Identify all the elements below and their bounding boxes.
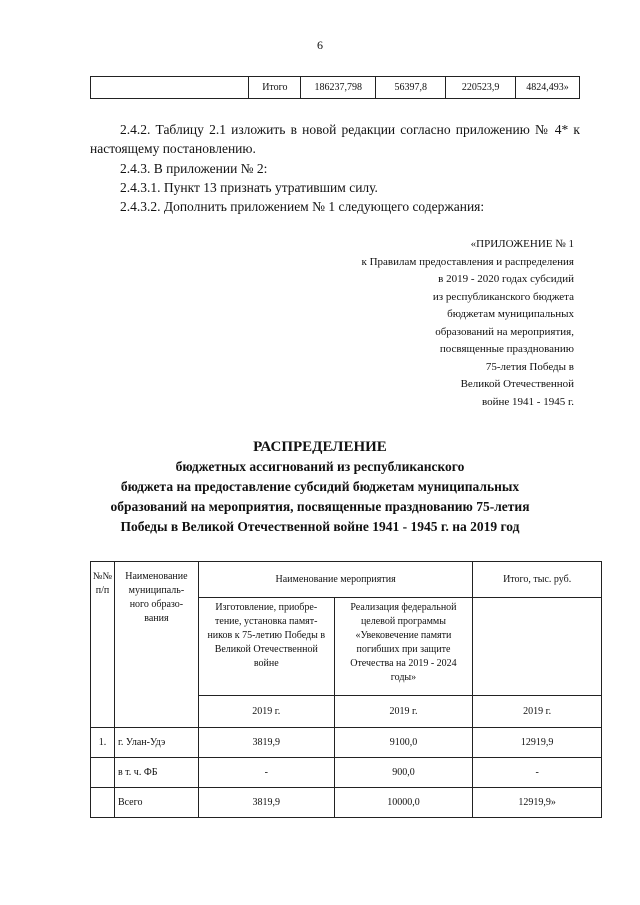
table-cell	[91, 77, 249, 99]
row-value: 900,0	[334, 758, 473, 788]
row-num	[91, 788, 115, 818]
appendix-line: 75-летия Победы в	[485, 360, 574, 373]
row-value: 10000,0	[334, 788, 473, 818]
row-value: -	[198, 758, 334, 788]
header-empty-cell	[473, 598, 602, 696]
appendix-line: к Правилам предоставления и распределения	[361, 255, 574, 268]
row-total: -	[473, 758, 602, 788]
heading-line: Победы в Великой Отечественной войне 1941 - 1945 г. на 2019 год	[120, 519, 520, 534]
page-number: 6	[317, 38, 323, 52]
row-total: 12919,9	[473, 728, 602, 758]
document-heading	[60, 438, 580, 537]
heading-title: РАСПРЕДЕЛЕНИЕ	[253, 439, 387, 455]
appendix-line: из республиканского бюджета	[432, 290, 574, 303]
header-year: 2019 г.	[334, 696, 473, 728]
row-num	[91, 758, 115, 788]
heading-line: бюджета на предоставление субсидий бюджетам муниципальных	[120, 479, 520, 494]
row-value: 9100,0	[334, 728, 473, 758]
header-municipality: Наименование муниципаль- ного образо- вания	[114, 562, 198, 728]
row-num: 1.	[91, 728, 115, 758]
appendix-line: в 2019 - 2020 годах субсидий	[438, 273, 574, 285]
appendix-line: посвященные празднованию	[439, 343, 574, 355]
header-year: 2019 г.	[473, 696, 602, 728]
table-row	[91, 788, 602, 818]
header-federal-program: Реализация федеральной целевой программы «Увековечение памяти погибших при защите Отечества на 2019 - 2024 годы»	[334, 598, 473, 696]
header-event: Наименование мероприятия	[198, 562, 472, 598]
appendix-line: «ПРИЛОЖЕНИЕ № 1	[470, 238, 574, 250]
paragraph-2-4-3: 2.4.3. В приложении № 2:	[120, 161, 268, 176]
table-cell: 220523,9	[446, 77, 516, 99]
row-value: 3819,9	[198, 788, 334, 818]
table-row	[91, 77, 580, 99]
appendix-line: Великой Отечественной	[460, 378, 574, 390]
table-cell: 186237,798	[301, 77, 376, 99]
table-row	[91, 728, 602, 758]
table-header-row	[91, 562, 602, 598]
row-municipality: в т. ч. ФБ	[114, 758, 198, 788]
paragraph-2-4-2: 2.4.2. Таблицу 2.1 изложить в новой редакции согласно приложению № 4* к настоящему постановлению.	[90, 122, 580, 156]
totals-table	[90, 76, 580, 99]
header-year: 2019 г.	[198, 696, 334, 728]
paragraph-2-4-3-2: 2.4.3.2. Дополнить приложением № 1 следующего содержания:	[120, 199, 485, 214]
row-municipality: г. Улан-Удэ	[114, 728, 198, 758]
appendix-line: бюджетам муниципальных	[447, 308, 574, 320]
appendix-line: образований на мероприятия,	[435, 325, 574, 338]
header-total: Итого, тыс. руб.	[473, 562, 602, 598]
header-num: №№ п/п	[91, 562, 115, 728]
row-total: 12919,9»	[473, 788, 602, 818]
row-municipality: Всего	[114, 788, 198, 818]
appendix-header	[274, 236, 574, 411]
table-cell: 56397,8	[376, 77, 446, 99]
appendix-line: войне 1941 - 1945 г.	[482, 395, 574, 408]
distribution-table	[90, 561, 602, 818]
heading-line: образований на мероприятия, посвященные празднованию 75-летия	[110, 499, 530, 514]
paragraph-2-4-3-1: 2.4.3.1. Пункт 13 признать утратившим силу.	[120, 180, 378, 195]
table-cell: 4824,493»	[516, 77, 580, 99]
table-cell-total-label: Итого	[249, 77, 301, 99]
row-value: 3819,9	[198, 728, 334, 758]
header-monuments: Изготовление, приобре- тение, установка памят- ников к 75-летию Победы в Великой Отечественной войне	[198, 598, 334, 696]
table-row	[91, 758, 602, 788]
heading-line: бюджетных ассигнований из республиканского	[175, 459, 465, 474]
